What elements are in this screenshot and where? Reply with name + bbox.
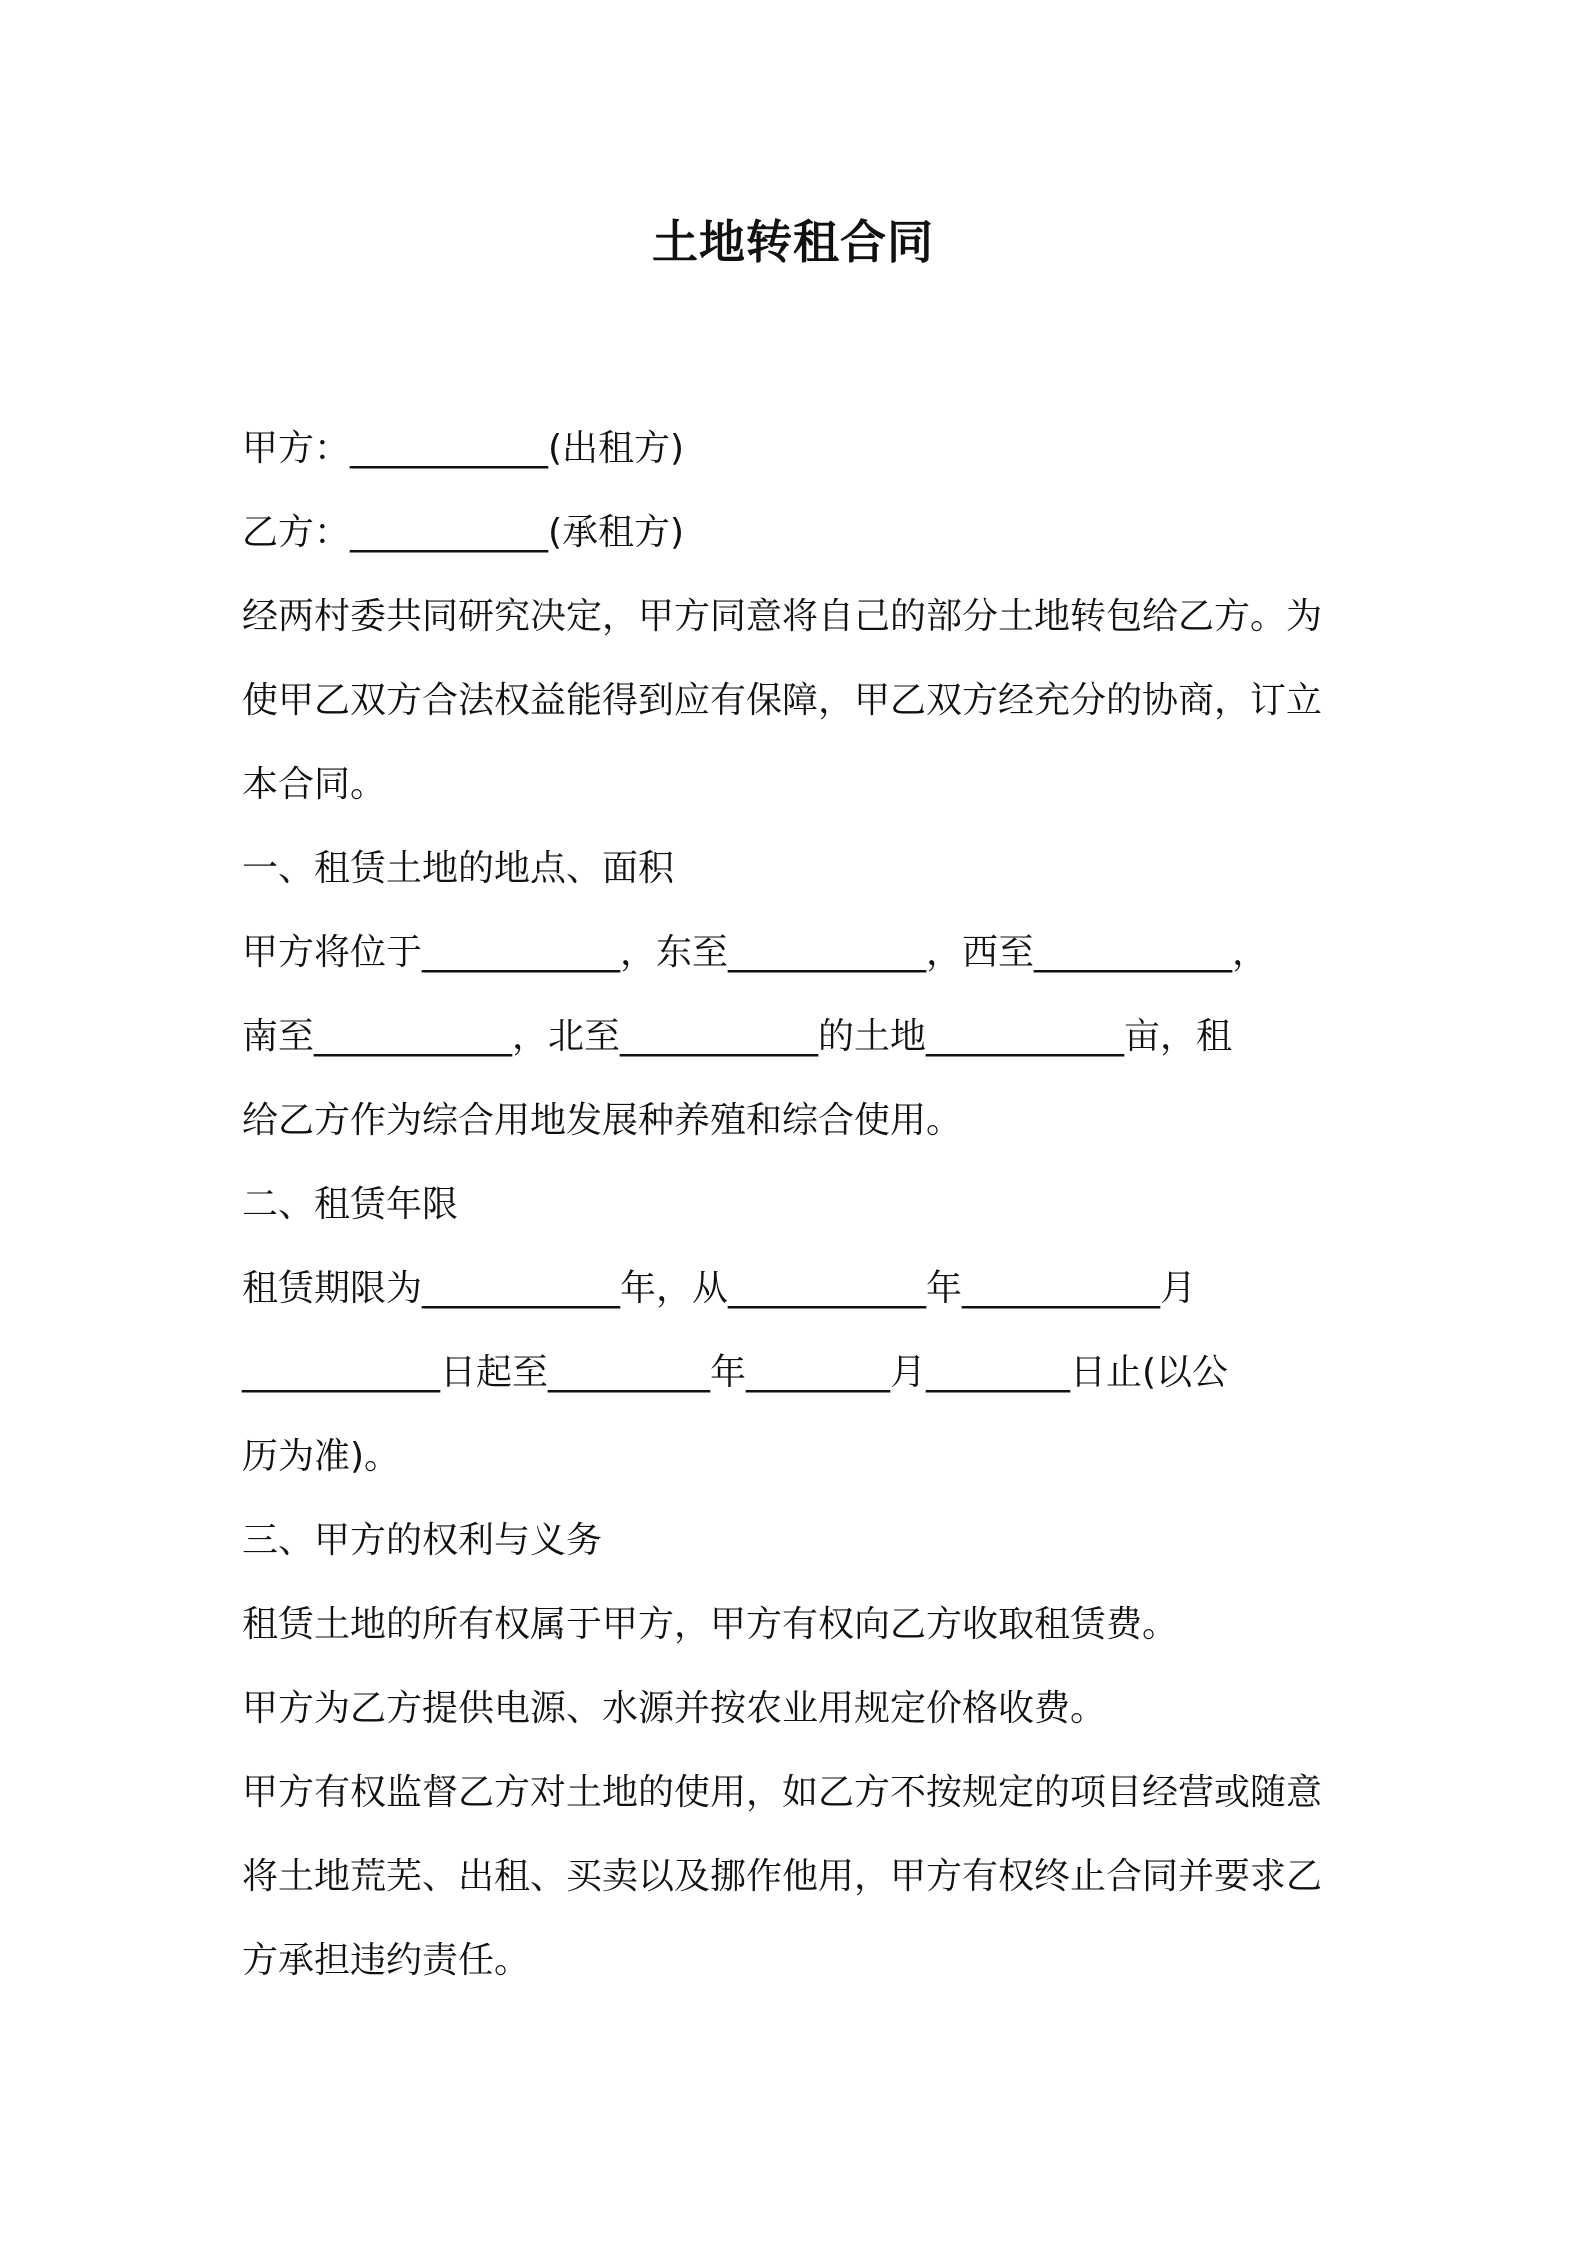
party-b-line: 乙方：___________(承租方) xyxy=(242,512,685,553)
preamble-line: 使甲乙双方合法权益能得到应有保障，甲乙双方经充分的协商，订立 xyxy=(242,680,1323,721)
party-a-line: 甲方：___________(出租方) xyxy=(242,428,685,469)
rights-line: 甲方为乙方提供电源、水源并按农业用规定价格收费。 xyxy=(242,1688,1107,1729)
rights-line: 甲方有权监督乙方对土地的使用，如乙方不按规定的项目经营或随意 xyxy=(242,1772,1323,1813)
section-heading-3: 三、甲方的权利与义务 xyxy=(242,1520,603,1561)
preamble-line: 经两村委共同研究决定，甲方同意将自己的部分土地转包给乙方。为 xyxy=(242,596,1323,637)
term-line: 历为准)。 xyxy=(242,1436,401,1477)
location-line: 给乙方作为综合用地发展种养殖和综合使用。 xyxy=(242,1100,963,1141)
preamble-line: 本合同。 xyxy=(242,764,387,805)
section-heading-2: 二、租赁年限 xyxy=(242,1184,459,1225)
location-line: 甲方将位于___________，东至___________，西至___________， xyxy=(242,932,1269,973)
document-title: 土地转租合同 xyxy=(652,215,934,269)
term-line: 租赁期限为___________年，从___________年___________月 xyxy=(242,1268,1197,1309)
term-line: ___________日起至_________年________月________日止(以公 xyxy=(242,1352,1229,1393)
location-line: 南至___________，北至___________的土地___________亩，租 xyxy=(242,1016,1233,1057)
section-heading-1: 一、租赁土地的地点、面积 xyxy=(242,848,675,889)
rights-line: 方承担违约责任。 xyxy=(242,1940,531,1981)
contract-body xyxy=(242,407,1362,2003)
rights-line: 租赁土地的所有权属于甲方，甲方有权向乙方收取租赁费。 xyxy=(242,1604,1179,1645)
rights-line: 将土地荒芜、出租、买卖以及挪作他用，甲方有权终止合同并要求乙 xyxy=(242,1856,1323,1897)
